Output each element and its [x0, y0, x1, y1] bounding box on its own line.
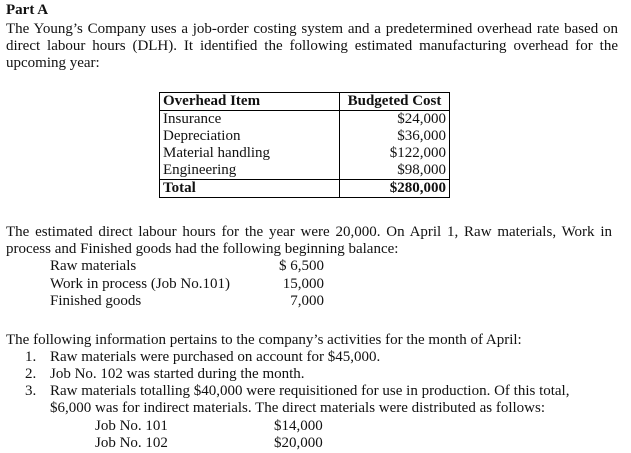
total-cost: $280,000	[340, 180, 450, 198]
labour-hours-paragraph: The estimated direct labour hours for the year were 20,000. On April 1, Raw materials, Work in process and Finished goods had the following beginning balance:	[6, 224, 612, 257]
balance-value-wip: 15,000	[282, 276, 324, 292]
balance-label-finished-goods: Finished goods	[50, 293, 142, 309]
part-title: Part A	[6, 2, 49, 18]
list-number: 3.	[25, 383, 37, 399]
table-total-row	[160, 180, 450, 198]
header-overhead-item: Overhead Item	[160, 93, 340, 111]
total-label: Total	[160, 180, 340, 198]
job-label: Job No. 101	[95, 418, 168, 434]
row-item: Material handling	[160, 145, 340, 162]
row-item: Insurance	[160, 111, 340, 129]
overhead-table	[159, 92, 450, 198]
list-item-continuation: $6,000 was for indirect materials. The direct materials were distributed as follows:	[50, 400, 545, 416]
activities-intro: The following information pertains to the company’s activities for the month of April:	[6, 332, 522, 348]
list-number: 2.	[25, 366, 37, 382]
row-cost: $122,000	[340, 145, 450, 162]
row-cost: $98,000	[340, 162, 450, 180]
job-amount: $14,000	[274, 418, 323, 434]
table-row	[160, 162, 450, 180]
balance-value-finished-goods: 7,000	[290, 293, 324, 309]
job-amount: $20,000	[274, 435, 323, 451]
row-item: Engineering	[160, 162, 340, 180]
intro-paragraph: The Young’s Company uses a job-order costing system and a predetermined overhead rate based on direct labour hours (DLH). It identified the following estimated manufacturing overhead for the upcoming year:	[6, 21, 618, 71]
list-item: Raw materials totalling $40,000 were requisitioned for use in production. Of this total,	[50, 383, 570, 399]
row-cost: $36,000	[340, 128, 450, 145]
job-label: Job No. 102	[95, 435, 168, 451]
list-number: 1.	[25, 349, 37, 365]
table-row	[160, 111, 450, 129]
table-row	[160, 128, 450, 145]
header-budgeted-cost: Budgeted Cost	[340, 93, 450, 111]
row-cost: $24,000	[340, 111, 450, 129]
balance-label-raw-materials: Raw materials	[50, 258, 137, 274]
list-item: Raw materials were purchased on account for $45,000.	[50, 349, 381, 365]
table-row	[160, 145, 450, 162]
list-item: Job No. 102 was started during the month.	[50, 366, 305, 382]
balance-value-raw-materials: $ 6,500	[279, 258, 324, 274]
table-header-row	[160, 93, 450, 111]
balance-label-wip: Work in process (Job No.101)	[50, 276, 231, 292]
row-item: Depreciation	[160, 128, 340, 145]
